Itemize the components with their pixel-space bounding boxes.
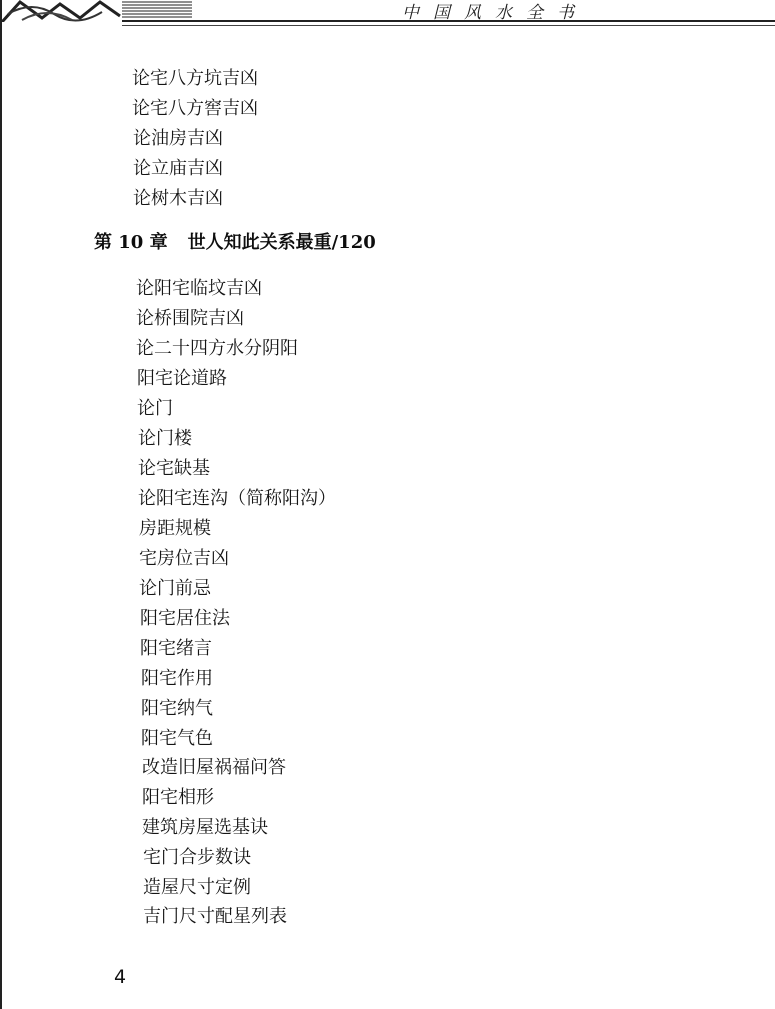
header-rule-thin — [122, 25, 775, 26]
toc-item: 论宅八方坑吉凶 — [132, 68, 258, 89]
toc-item: 论宅八方窖吉凶 — [132, 98, 258, 119]
toc-item: 论门 — [137, 398, 173, 419]
toc-item: 论立庙吉凶 — [133, 158, 223, 179]
toc-item: 宅房位吉凶 — [139, 548, 229, 569]
toc-item: 阳宅纳气 — [141, 698, 213, 719]
toc-item: 阳宅相形 — [142, 787, 214, 808]
chapter-title: 世人知此关系最重/120 — [187, 232, 376, 253]
toc-item: 论二十四方水分阴阳 — [136, 338, 298, 359]
chapter-heading — [94, 232, 376, 254]
toc-item: 改造旧屋祸福问答 — [142, 757, 286, 778]
toc-item: 建筑房屋选基诀 — [142, 817, 268, 838]
toc-item: 论门前忌 — [139, 578, 211, 599]
running-header — [2, 0, 775, 26]
toc-item: 房距规模 — [139, 518, 211, 539]
toc-item: 论桥围院吉凶 — [136, 308, 244, 329]
running-header-title: 中国风水全书 — [402, 3, 588, 23]
toc-item: 造屋尺寸定例 — [143, 877, 251, 898]
page-number: 4 — [114, 966, 127, 988]
toc-item: 宅门合步数诀 — [143, 847, 251, 868]
toc-item: 阳宅气色 — [141, 728, 213, 749]
toc-item: 阳宅绪言 — [140, 638, 212, 659]
toc-item: 论门楼 — [138, 428, 192, 449]
toc-item: 阳宅居住法 — [140, 608, 230, 629]
toc-item: 阳宅作用 — [141, 668, 213, 689]
toc-item: 论宅缺基 — [138, 458, 210, 479]
toc-item: 论油房吉凶 — [133, 128, 223, 149]
toc-item: 阳宅论道路 — [137, 368, 227, 389]
toc-item: 吉门尺寸配星列表 — [143, 906, 287, 927]
toc-item: 论阳宅临坟吉凶 — [136, 278, 262, 299]
toc-item: 论树木吉凶 — [133, 188, 223, 209]
chapter-number: 第 10 章 — [94, 232, 168, 253]
toc-item: 论阳宅连沟（简称阳沟） — [138, 488, 336, 509]
header-ornament-icon — [2, 0, 192, 22]
